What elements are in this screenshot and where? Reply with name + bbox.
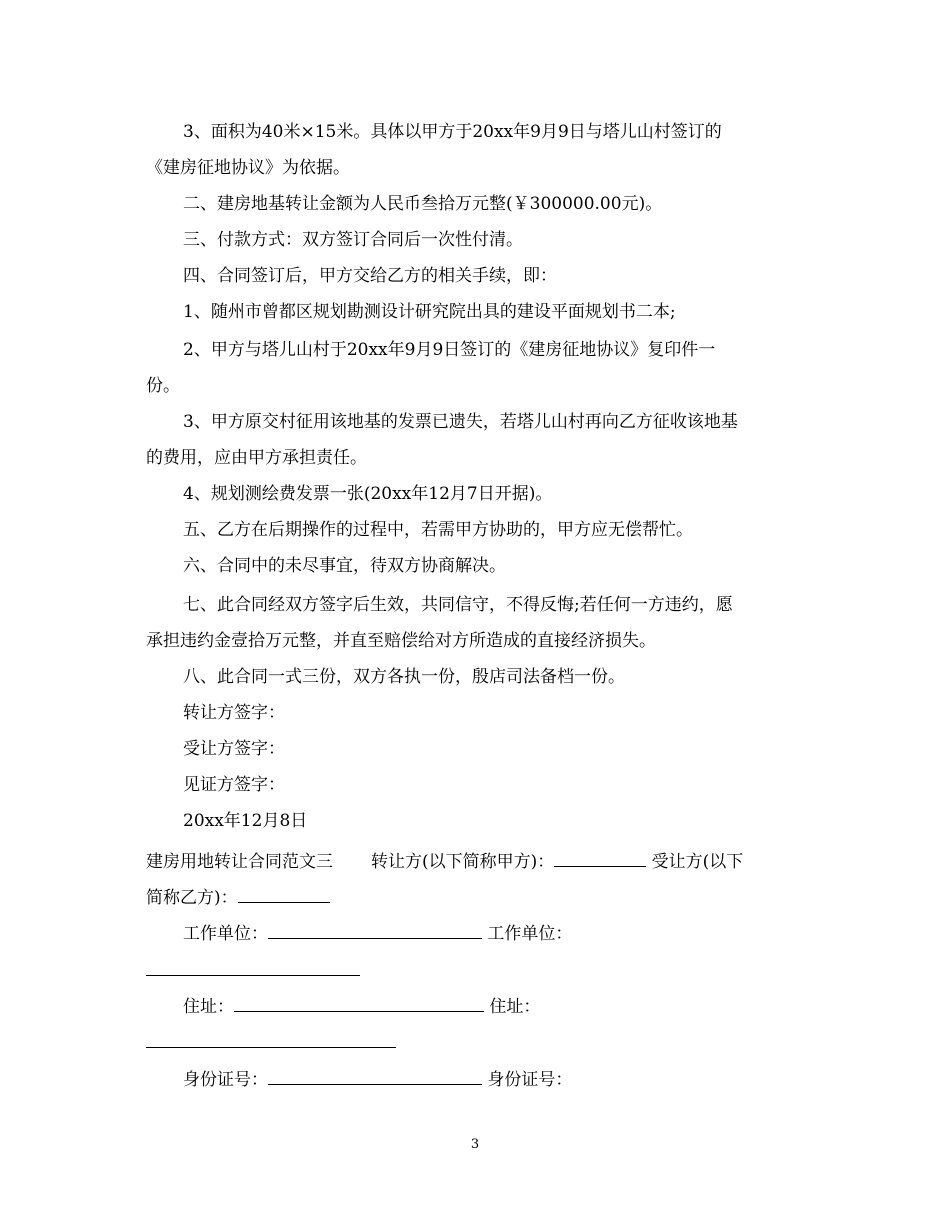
paragraph-assistance: 五、乙方在后期操作的过程中，若需甲方协助的，甲方应无偿帮忙。 <box>183 520 693 540</box>
transferee-name-blank <box>238 884 330 903</box>
paragraph-unresolved: 六、合同中的未尽事宜，待双方协商解决。 <box>183 556 506 576</box>
paragraph-payment-method: 三、付款方式：双方签订合同后一次性付清。 <box>183 230 523 250</box>
id-number-label-b: 身份证号： <box>487 1070 573 1090</box>
address-line <box>183 993 540 1018</box>
transferee-signature-label: 受让方签字： <box>183 739 285 759</box>
paragraph-procedures: 四、合同签订后，甲方交给乙方的相关手续，即： <box>183 266 557 286</box>
signature-date: 20xx年12月8日 <box>183 811 308 831</box>
paragraph-invoice-lost-line2: 的费用，应由甲方承担责任。 <box>146 448 367 468</box>
work-unit-label-a: 工作单位： <box>183 924 268 944</box>
address-blank-b <box>146 1047 396 1048</box>
id-number-label-a: 身份证号： <box>183 1070 268 1090</box>
paragraph-agreement-copy-line2: 份。 <box>146 376 180 396</box>
template3-header-line <box>146 848 743 873</box>
transferor-party-label: 转让方(以下简称甲方)： <box>371 852 555 872</box>
work-unit-label-b: 工作单位： <box>487 924 573 944</box>
address-label-b: 住址： <box>489 997 541 1017</box>
work-unit-blank-a <box>268 920 482 939</box>
paragraph-area-line1: 3、面积为40米×15米。具体以甲方于20xx年9月9日与塔儿山村签订的 <box>183 122 722 142</box>
witness-signature-label: 见证方签字： <box>183 775 285 795</box>
paragraph-agreement-copy-line1: 2、甲方与塔儿山村于20xx年9月9日签订的《建房征地协议》复印件一 <box>183 340 716 360</box>
work-unit-line <box>183 920 572 945</box>
transferor-name-blank <box>554 848 646 867</box>
transferee-party-label-part1: 受让方(以下 <box>651 852 744 872</box>
transferee-party-label-part2: 简称乙方)： <box>146 888 238 908</box>
paragraph-breach-line1: 七、此合同经双方签字后生效，共同信守，不得反悔;若任何一方违约，愿 <box>183 595 733 615</box>
paragraph-transfer-amount: 二、建房地基转让金额为人民币叁拾万元整(￥300000.00元)。 <box>183 194 663 214</box>
paragraph-breach-line2: 承担违约金壹拾万元整，并直至赔偿给对方所造成的直接经济损失。 <box>146 631 656 651</box>
transferor-signature-label: 转让方签字： <box>183 703 285 723</box>
id-number-blank-a <box>268 1066 482 1085</box>
id-number-line <box>183 1066 572 1091</box>
transferee-party-line2 <box>146 884 330 909</box>
page-number: 3 <box>470 1137 480 1152</box>
paragraph-survey-invoice: 4、规划测绘费发票一张(20xx年12月7日开据)。 <box>183 484 553 504</box>
template3-title: 建房用地转让合同范文三 <box>146 852 333 872</box>
work-unit-blank-b <box>146 975 360 976</box>
paragraph-copies: 八、此合同一式三份，双方各执一份，殷店司法备档一份。 <box>183 667 625 687</box>
paragraph-invoice-lost-line1: 3、甲方原交村征用该地基的发票已遗失，若塔儿山村再向乙方征收该地基 <box>183 412 738 432</box>
address-label-a: 住址： <box>183 997 234 1017</box>
address-blank-a <box>234 993 484 1012</box>
paragraph-planning-book: 1、随州市曾都区规划勘测设计研究院出具的建设平面规划书二本; <box>183 302 676 322</box>
paragraph-area-line2: 《建房征地协议》为依据。 <box>146 158 350 178</box>
